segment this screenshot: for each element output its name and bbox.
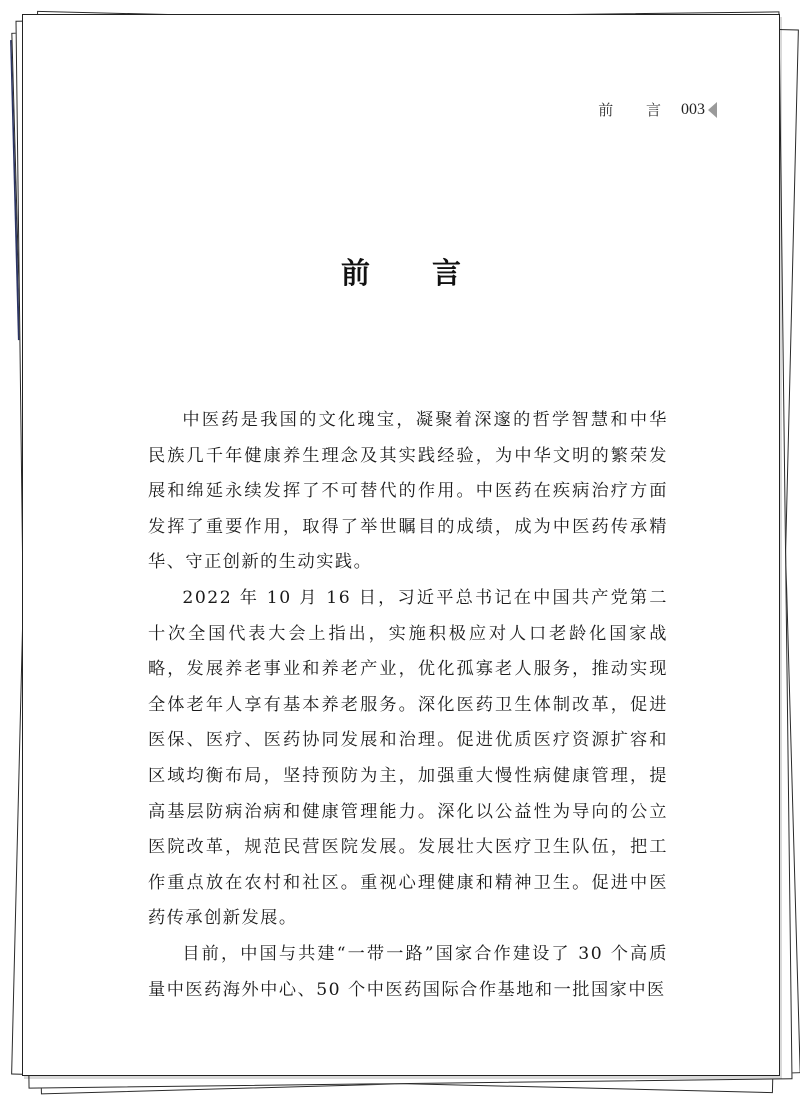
chapter-title: 前 言: [340, 256, 488, 290]
page-marker-icon: [708, 102, 717, 118]
book-page: [22, 14, 780, 1076]
paragraph: 目前，中国与共建“一带一路”国家合作建设了 30 个高质量中医药海外中心、50 个中医药国际合作基地和一批国家中医: [148, 943, 668, 1000]
running-head-title: 前 言: [598, 101, 675, 119]
paragraph: 中医药是我国的文化瑰宝，凝聚着深邃的哲学智慧和中华民族几千年健康养生理念及其实践经验，为中华文明的繁荣发展和绵延永续发挥了不可替代的作用。中医药在疾病治疗方面发挥了重要作用，取得了举世瞩目的成绩，成为中医药传承精华、守正创新的生动实践。: [148, 410, 668, 573]
body-text: [148, 403, 668, 1008]
running-head: [598, 99, 717, 120]
page-number: 003: [681, 100, 705, 118]
paragraph: 2022 年 10 月 16 日，习近平总书记在中国共产党第二十次全国代表大会上指出，实施积极应对人口老龄化国家战略，发展养老事业和养老产业，优化孤寡老人服务，推动实现全体老年人享有基本养老服务。深化医药卫生体制改革，促进医保、医疗、医药协同发展和治理。促进优质医疗资源扩容和区域均衡布局，坚持预防为主，加强重大慢性病健康管理，提高基层防病治病和健康管理能力。深化以公益性为导向的公立医院改革，规范民营医院发展。发展壮大医疗卫生队伍，把工作重点放在农村和社区。重视心理健康和精神卫生。促进中医药传承创新发展。: [148, 587, 668, 929]
